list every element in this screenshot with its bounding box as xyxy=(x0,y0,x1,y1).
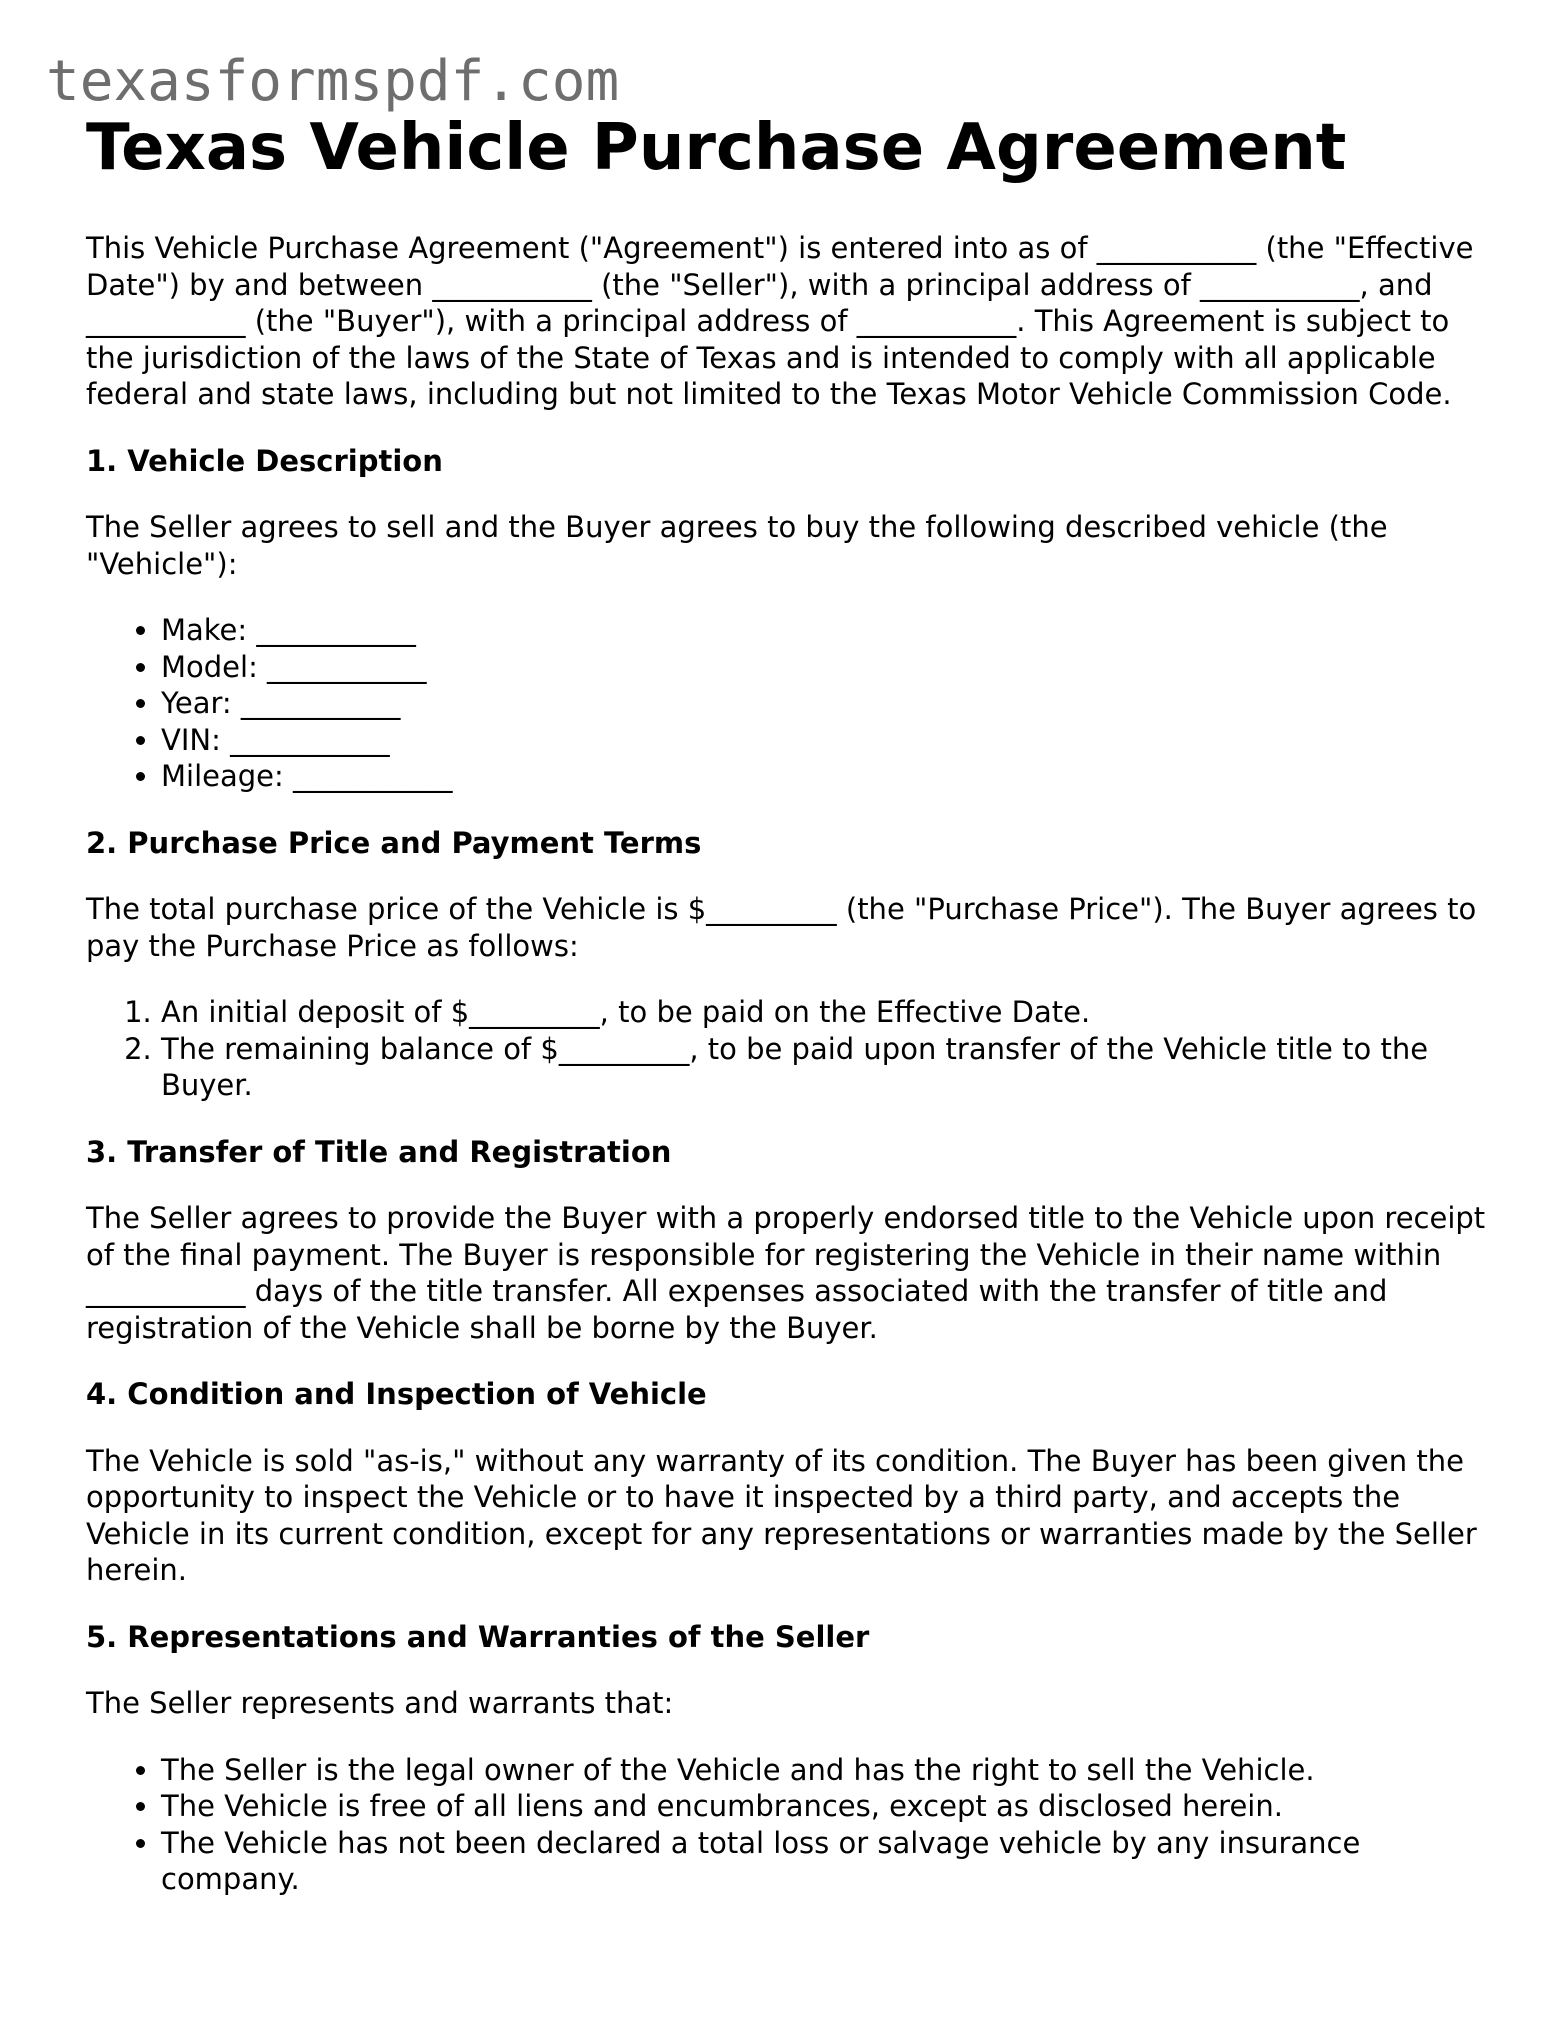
transfer-title-text: The Seller agrees to provide the Buyer with a properly endorsed title to the Vehicle upon receipt of the final payment. The Buyer is responsible for registering the Vehicle in their name within ___________ days of the title transfer. All expenses associated with the transfer of title and registration of the Vehicle shall be borne by the Buyer. xyxy=(86,1201,1486,1345)
list-item-year: • Year: ___________ xyxy=(161,685,1486,722)
document-body xyxy=(86,108,1486,1928)
intro-paragraph: This Vehicle Purchase Agreement ("Agreement") is entered into as of ___________ (the "Effective Date") by and between ___________ (the "Seller"), with a principal address of ___________, and ___________ (the "Buyer"), with a principal address of ___________. This Agreement is subject to the jurisdiction of the laws of the State of Texas and is intended to comply with all applicable federal and state laws, including but not limited to the Texas Motor Vehicle Commission Code. xyxy=(86,231,1474,411)
list-item-make: • Make: ___________ xyxy=(161,612,1486,649)
representations-list xyxy=(86,1752,1486,1898)
representations-text: The Seller represents and warrants that: xyxy=(86,1686,674,1720)
list-item-legal-owner: • The Seller is the legal owner of the Vehicle and has the right to sell the Vehicle. xyxy=(161,1752,1486,1789)
list-item-mileage: • Mileage: ___________ xyxy=(161,758,1486,795)
vehicle-details-list xyxy=(86,612,1486,795)
purchase-price-text: The total purchase price of the Vehicle is $_________ (the "Purchase Price"). The Buyer agrees to pay the Purchase Price as follows: xyxy=(86,892,1477,963)
vehicle-description-text: The Seller agrees to sell and the Buyer agrees to buy the following described vehicle (the "Vehicle"): xyxy=(86,510,1388,581)
list-item-not-salvage: • The Vehicle has not been declared a total loss or salvage vehicle by any insurance company. xyxy=(161,1825,1486,1898)
payment-terms-list xyxy=(86,994,1486,1104)
list-item-free-of-liens: • The Vehicle is free of all liens and encumbrances, except as disclosed herein. xyxy=(161,1788,1486,1825)
section-heading-vehicle-description: 1. Vehicle Description xyxy=(86,443,443,478)
list-item-initial-deposit: 1. An initial deposit of $_________, to be paid on the Effective Date. xyxy=(161,994,1486,1031)
section-heading-representations: 5. Representations and Warranties of the Seller xyxy=(86,1619,870,1654)
list-item-remaining-balance: 2. The remaining balance of $_________, to be paid upon transfer of the Vehicle title to the Buyer. xyxy=(161,1031,1486,1104)
document-title: Texas Vehicle Purchase Agreement xyxy=(86,111,1347,185)
watermark: texasformspdf.com xyxy=(46,49,620,114)
list-item-model: • Model: ___________ xyxy=(161,649,1486,686)
list-item-vin: • VIN: ___________ xyxy=(161,722,1486,759)
section-heading-transfer-title: 3. Transfer of Title and Registration xyxy=(86,1134,672,1169)
section-heading-condition: 4. Condition and Inspection of Vehicle xyxy=(86,1377,707,1411)
section-heading-purchase-price: 2. Purchase Price and Payment Terms xyxy=(86,825,702,860)
condition-text: The Vehicle is sold "as-is," without any warranty of its condition. The Buyer has been given the opportunity to inspect the Vehicle or to have it inspected by a third party, and accepts the Vehicle in its current condition, except for any representations or warranties made by the Seller herein. xyxy=(86,1443,1477,1587)
